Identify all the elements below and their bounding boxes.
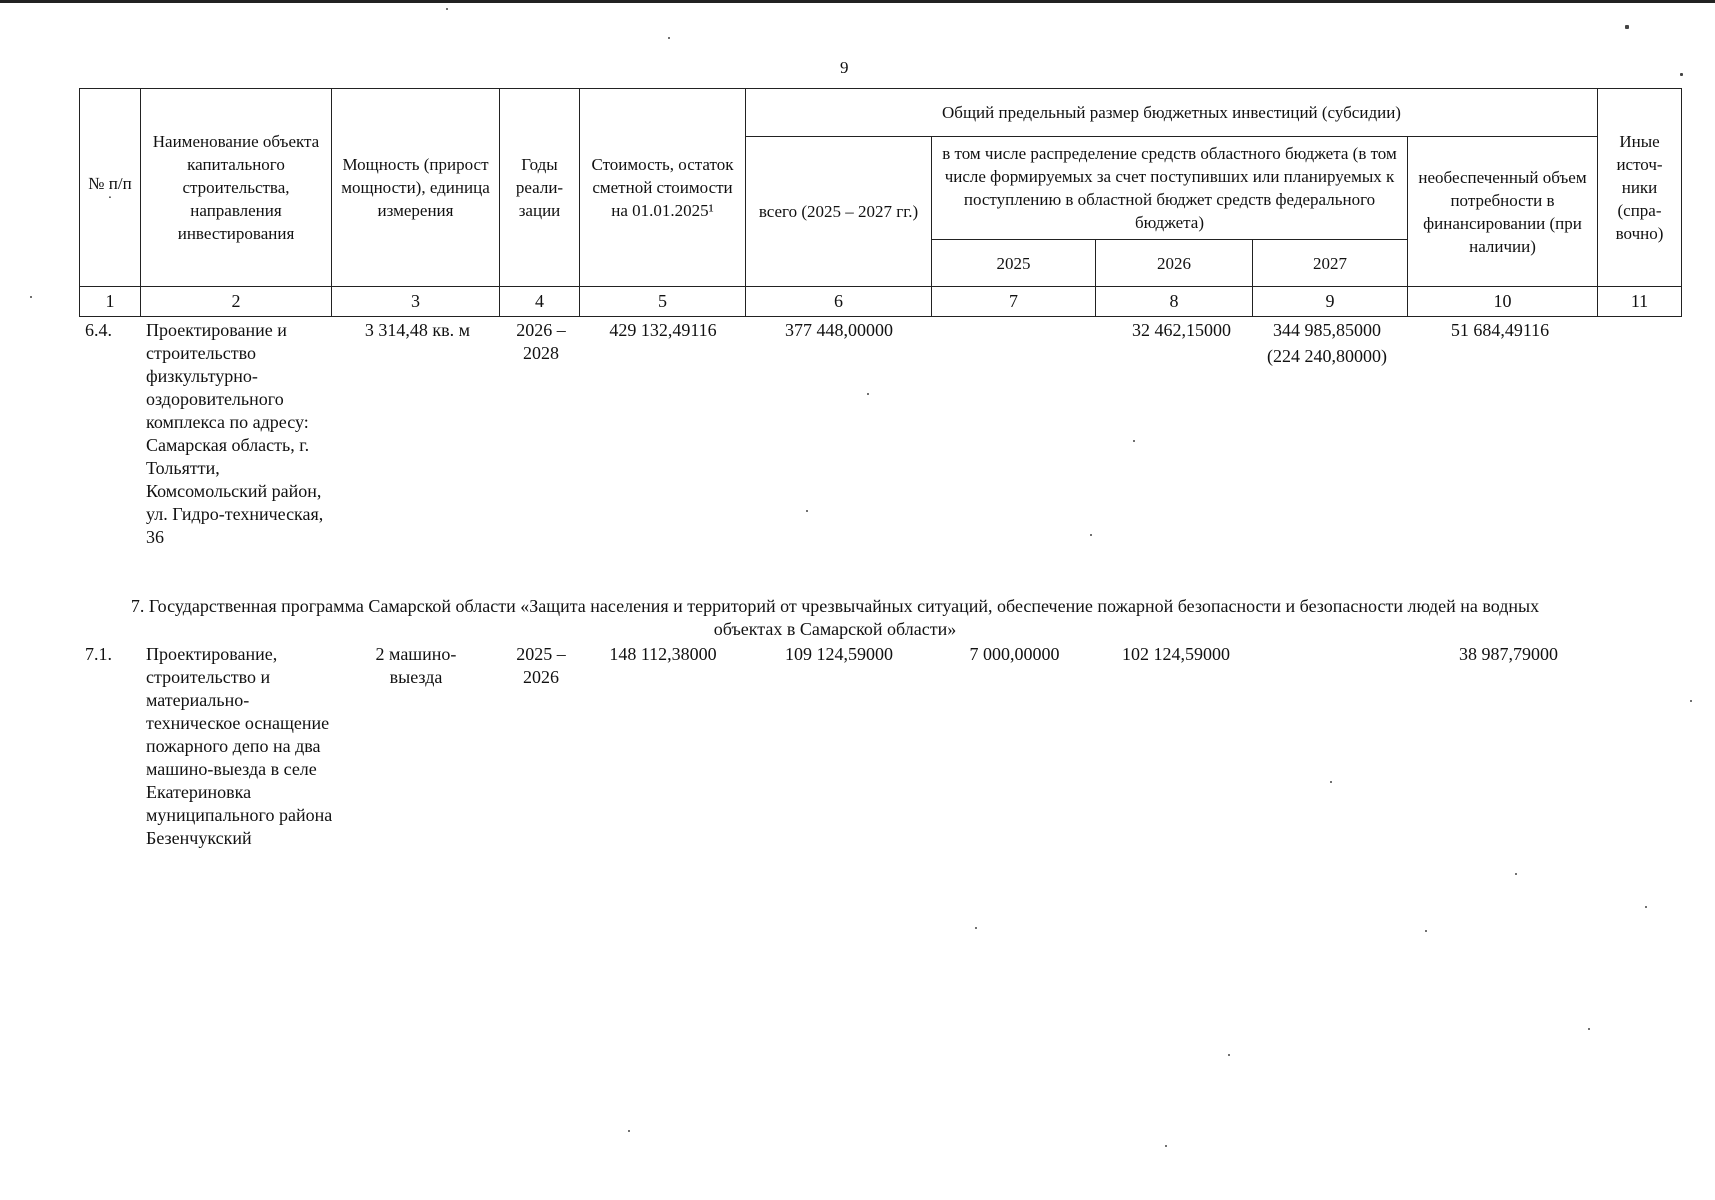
column-number: 11 (1598, 287, 1682, 317)
scan-speck (1425, 930, 1427, 932)
scan-speck (30, 296, 32, 298)
scan-speck (1090, 534, 1092, 536)
row-number: 6.4. (85, 320, 112, 340)
page-number: 9 (840, 58, 849, 77)
column-numbers-row (80, 287, 1682, 317)
year-2025-value: 7 000,00000 (969, 644, 1060, 664)
column-number: 1 (80, 287, 141, 317)
scan-speck (1680, 73, 1683, 76)
scan-speck (1690, 700, 1692, 702)
table-row (0, 643, 1715, 923)
years: 2026 – 2028 (516, 320, 566, 363)
capacity: 2 машино-выезда (375, 644, 457, 687)
unfunded-value: 38 987,79000 (1459, 644, 1558, 664)
total: 109 124,59000 (785, 644, 893, 664)
column-number: 5 (580, 287, 746, 317)
year-2027-value: 344 985,85000 (1273, 320, 1381, 340)
scan-speck (1625, 25, 1629, 29)
capacity: 3 314,48 кв. м (364, 320, 471, 340)
section-title: 7. Государственная программа Самарской области «Защита населения и территорий от чрезвычайных ситуаций, обеспечение пожарной безопасности и безопасности людей на водных объектах в Самарской области» (130, 596, 1540, 639)
object-name: Проектирование и строительство физкультурно-оздоровительного комплекса по адресу: Самарская область, г. Тольятти, Комсомольский район, ул. Гидро-техническая, 36 (146, 320, 324, 547)
cost: 148 112,38000 (609, 644, 717, 664)
header-year-2027: 2027 (1253, 240, 1408, 287)
header-group-budget-investments: Общий предельный размер бюджетных инвестиций (субсидии) (746, 89, 1598, 137)
scan-speck (806, 510, 808, 512)
scan-speck (1588, 1028, 1590, 1030)
header-year-2025: 2025 (932, 240, 1096, 287)
scan-speck (867, 393, 869, 395)
year-2026-value: 102 124,59000 (1122, 644, 1230, 664)
years: 2025 – 2026 (516, 644, 566, 687)
column-number: 10 (1408, 287, 1598, 317)
scan-speck (1645, 906, 1647, 908)
column-number: 6 (746, 287, 932, 317)
scan-speck (1133, 440, 1135, 442)
year-2026-value: 32 462,15000 (1132, 320, 1231, 340)
scan-speck (446, 8, 448, 10)
header-col-other-sources: Иные источ-ники (спра-вочно) (1598, 89, 1682, 287)
header-col-capacity: Мощность (прирост мощности), единица измерения (332, 89, 500, 287)
header-col-unfunded: необеспеченный объем потребности в финансировании (при наличии) (1408, 137, 1598, 287)
header-col-distribution: в том числе распределение средств областного бюджета (в том числе формируемых за счет поступивших или планируемых к поступлению в областной бюджет средств федерального бюджета) (932, 137, 1408, 240)
year-2027-federal-value: (224 240,80000) (1267, 346, 1387, 366)
scan-speck (975, 927, 977, 929)
scan-speck (1515, 873, 1517, 875)
total: 377 448,00000 (785, 320, 893, 340)
scan-speck (1165, 1145, 1167, 1147)
scan-speck (628, 1130, 630, 1132)
scan-speck (1228, 1054, 1230, 1056)
column-number: 3 (332, 287, 500, 317)
row-number: 7.1. (85, 644, 112, 664)
header-col-years: Годы реали-зации (500, 89, 580, 287)
investment-table-header (79, 88, 1682, 317)
scan-edge-line (0, 0, 1715, 3)
object-name: Проектирование, строительство и материально-техническое оснащение пожарного депо на два машино-выезда в селе Екатериновка муниципального района Безенчукский (146, 644, 333, 848)
table-row (0, 319, 1715, 579)
scan-speck (1330, 781, 1332, 783)
column-number: 2 (141, 287, 332, 317)
column-number: 9 (1253, 287, 1408, 317)
column-number: 8 (1096, 287, 1253, 317)
column-number: 7 (932, 287, 1096, 317)
cost: 429 132,49116 (609, 320, 717, 340)
header-col-name: Наименование объекта капитального строительства, направления инвестирования (141, 89, 332, 287)
header-col-cost: Стоимость, остаток сметной стоимости на 01.01.2025¹ (580, 89, 746, 287)
header-col-total: всего (2025 – 2027 гг.) (746, 137, 932, 287)
header-col-no: № п/п · (80, 89, 141, 287)
column-number: 4 (500, 287, 580, 317)
unfunded-value: 51 684,49116 (1450, 320, 1550, 340)
scan-speck (668, 37, 670, 39)
header-year-2026: 2026 (1096, 240, 1253, 287)
